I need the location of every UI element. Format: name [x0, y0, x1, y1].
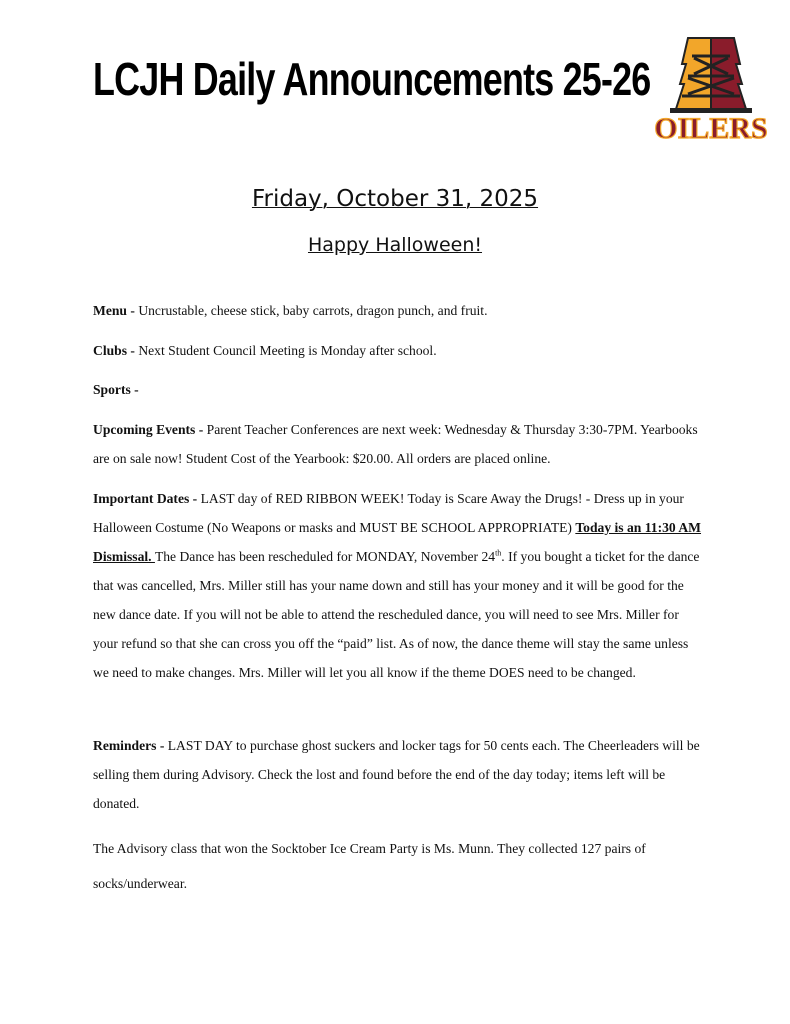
important-text-3: . If you bought a ticket for the dance that was cancelled, Mrs. Miller still has your name down and still has your money and it will be good for the new dance date. If you will not be able to attend the rescheduled dance, you will need to see Mrs. Miller for your refund so that she can cross you off the “paid” list. As of now, the dance theme will stay the same unless we need to make changes. Mrs. Miller will let you all know if the theme DOES need to be changed.	[93, 549, 700, 680]
page-title: LCJH Daily Announcements 25-26	[93, 53, 651, 105]
sports-section	[93, 375, 703, 404]
reminders-text: LAST DAY to purchase ghost suckers and locker tags for 50 cents each. The Cheerleaders will be selling them during Advisory. Check the lost and found before the end of the day today; items left will be donated.	[93, 738, 700, 811]
date-heading: Friday, October 31, 2025	[251, 186, 539, 212]
important-label: Important Dates -	[93, 491, 198, 506]
reminders-label: Reminders -	[93, 738, 165, 753]
menu-text: Uncrustable, cheese stick, baby carrots, dragon punch, and fruit.	[134, 303, 488, 318]
important-text-1: LAST day of RED RIBBON WEEK! Today is Scare Away the Drugs! - Dress up in your Halloween Costume (No Weapons or masks and MUST BE SCHOOL APPROPRIATE)	[93, 491, 684, 535]
menu-section	[93, 296, 703, 325]
oilers-logo	[648, 34, 774, 144]
subtitle-heading: Happy Halloween!	[307, 234, 483, 256]
important-section	[93, 484, 703, 687]
sports-label: Sports -	[93, 382, 139, 397]
upcoming-label: Upcoming Events -	[93, 422, 204, 437]
reminders-section	[93, 731, 703, 818]
dismissal-highlight: Today is an 11:30 AM Dismissal.	[93, 520, 702, 564]
upcoming-section	[93, 415, 703, 473]
clubs-label: Clubs -	[93, 343, 135, 358]
menu-label: Menu -	[93, 303, 135, 318]
logo-text: OILERS	[654, 112, 768, 144]
advisory-section	[93, 831, 703, 901]
advisory-text: The Advisory class that won the Socktober Ice Cream Party is Ms. Munn. They collected 127 pairs of socks/underwear.	[93, 841, 646, 891]
upcoming-text: Parent Teacher Conferences are next week: Wednesday & Thursday 3:30-7PM. Yearbooks are on sale now! Student Cost of the Yearbook: $20.00. All orders are placed online.	[93, 422, 698, 466]
clubs-text: Next Student Council Meeting is Monday after school.	[134, 343, 437, 358]
clubs-section	[93, 336, 703, 365]
important-text-2: The Dance has been rescheduled for MONDAY, November 24	[154, 549, 496, 564]
ordinal-suffix: th	[495, 548, 502, 558]
